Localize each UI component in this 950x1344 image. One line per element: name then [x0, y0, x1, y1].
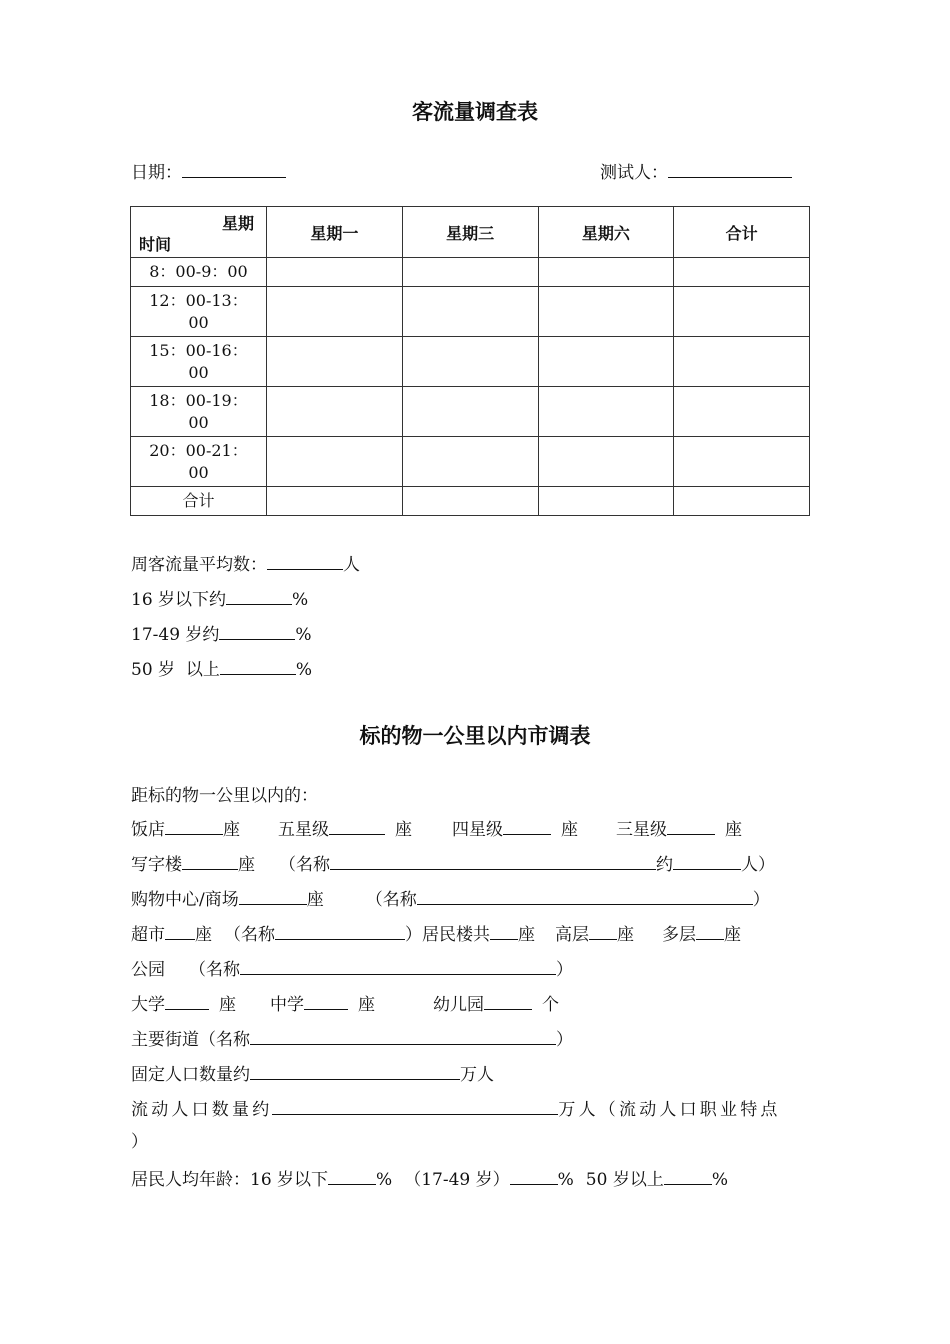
office-people-blank[interactable] [673, 852, 741, 870]
age-17-49-blank[interactable] [219, 622, 295, 640]
age-50plus-label: 50 岁以上 [585, 1170, 664, 1190]
supermarket-label: 超市 [131, 925, 165, 945]
multistory-blank[interactable] [696, 922, 724, 940]
age-50plus-label: 50 岁 以上 [131, 660, 220, 680]
age-50plus-blank[interactable] [220, 657, 296, 675]
supermarket-blank[interactable] [165, 922, 195, 940]
weekly-avg-blank[interactable] [267, 552, 343, 570]
unit-label: 座 [395, 820, 412, 840]
tester-line [600, 160, 792, 184]
table-row [131, 437, 810, 487]
name-label: （名称 [189, 960, 240, 980]
three-star-blank[interactable] [667, 817, 715, 835]
market-intro: 距标的物一公里以内的： [131, 786, 318, 806]
table-row [131, 258, 810, 287]
unit-label: 座 [219, 995, 236, 1015]
mall-label: 购物中心/商场 [131, 890, 239, 910]
time-cell [131, 258, 267, 287]
three-star-label: 三星级 [616, 820, 667, 840]
supermarket-line [131, 922, 741, 946]
data-cell[interactable] [402, 287, 538, 337]
age-50plus-unit: % [295, 660, 312, 680]
data-cell[interactable] [267, 437, 403, 487]
five-star-blank[interactable] [329, 817, 385, 835]
time-label: 8：00-9：00 [149, 262, 248, 281]
fixed-pop-label: 固定人口数量约 [131, 1065, 250, 1085]
unit-label: 座 [725, 820, 742, 840]
data-cell[interactable] [674, 487, 810, 516]
data-cell[interactable] [402, 487, 538, 516]
column-header: 合计 [674, 207, 810, 258]
middle-school-blank[interactable] [304, 992, 348, 1010]
four-star-blank[interactable] [503, 817, 551, 835]
age-17-49-unit: % [295, 625, 312, 645]
float-pop-label: 流动人口数量约 [131, 1100, 273, 1120]
data-cell[interactable] [538, 487, 674, 516]
age-under16-label: 16 岁以下约 [131, 590, 227, 610]
school-line [131, 992, 559, 1016]
total-row-label [131, 487, 267, 516]
time-label-cont: 00 [188, 462, 209, 482]
data-cell[interactable] [674, 387, 810, 437]
time-cell [131, 287, 267, 337]
office-label: 写字楼 [131, 855, 182, 875]
unit-label: 座 [358, 995, 375, 1015]
park-line [131, 957, 573, 981]
unit-label: 座 [724, 925, 741, 945]
date-label: 日期： [131, 163, 182, 183]
name-label: （名称 [224, 925, 275, 945]
float-pop-occupation-label: 万人（流动人口职业特点 [558, 1100, 781, 1120]
office-line [131, 852, 775, 876]
data-cell[interactable] [267, 258, 403, 287]
data-cell[interactable] [402, 337, 538, 387]
residential-label: ）居民楼共 [405, 925, 490, 945]
float-pop-line [131, 1097, 781, 1121]
data-cell[interactable] [674, 437, 810, 487]
multistory-label: 多层 [662, 925, 696, 945]
data-cell[interactable] [402, 437, 538, 487]
data-cell[interactable] [538, 287, 674, 337]
weekly-avg-unit: 人 [343, 555, 360, 575]
data-cell[interactable] [538, 387, 674, 437]
mall-blank[interactable] [239, 887, 307, 905]
percent-label: % [376, 1170, 393, 1190]
office-blank[interactable] [182, 852, 238, 870]
mall-name-blank[interactable] [417, 887, 753, 905]
resident-age-line [131, 1167, 728, 1191]
highrise-blank[interactable] [589, 922, 617, 940]
tester-blank[interactable] [668, 160, 792, 178]
park-name-blank[interactable] [240, 957, 556, 975]
float-pop-blank[interactable] [272, 1097, 558, 1115]
total-label: 合计 [182, 491, 215, 510]
office-name-blank[interactable] [330, 852, 656, 870]
five-star-label: 五星级 [278, 820, 329, 840]
name-label: （名称 [365, 890, 417, 910]
time-label: 15：00-16： [149, 340, 248, 360]
supermarket-name-blank[interactable] [275, 922, 405, 940]
age-50plus-line [131, 657, 312, 681]
age-17-49-line [131, 622, 312, 646]
university-label: 大学 [131, 995, 165, 1015]
time-label-cont: 00 [188, 362, 209, 382]
data-cell[interactable] [674, 287, 810, 337]
data-cell[interactable] [538, 437, 674, 487]
name-label: （名称 [279, 855, 330, 875]
age-17-49-label: （17-49 岁） [404, 1170, 510, 1190]
table-row [131, 337, 810, 387]
fixed-pop-line [131, 1062, 494, 1086]
unit-label: 座 [223, 820, 240, 840]
corner-cell [131, 207, 267, 258]
unit-label: 座 [561, 820, 578, 840]
column-header: 星期一 [267, 207, 403, 258]
time-label: 20：00-21： [149, 440, 248, 460]
weekly-avg-label: 周客流量平均数： [131, 555, 267, 575]
data-cell[interactable] [267, 387, 403, 437]
unit-label: 座 [617, 925, 634, 945]
fixed-pop-blank[interactable] [250, 1062, 460, 1080]
age-17-49-blank[interactable] [510, 1167, 558, 1185]
residential-blank[interactable] [490, 922, 518, 940]
approx-label: 约 [656, 855, 673, 875]
data-cell[interactable] [402, 387, 538, 437]
unit-label: 万人 [460, 1065, 494, 1085]
corner-top-label: 星期 [221, 214, 254, 233]
table-row [131, 387, 810, 437]
unit-label: 座 [238, 855, 255, 875]
data-cell[interactable] [538, 337, 674, 387]
close-paren: ） [556, 960, 573, 980]
time-label: 18：00-19： [149, 390, 248, 410]
kindergarten-label: 幼儿园 [433, 995, 484, 1015]
close-paren: ） [556, 1030, 573, 1050]
unit-label: 个 [542, 995, 559, 1015]
data-cell[interactable] [674, 258, 810, 287]
age-50plus-blank[interactable] [664, 1167, 712, 1185]
date-line [131, 160, 286, 184]
percent-label: % [557, 1170, 574, 1190]
time-label-cont: 00 [188, 312, 209, 332]
four-star-label: 四星级 [452, 820, 503, 840]
data-cell[interactable] [267, 287, 403, 337]
park-label: 公园 [131, 960, 165, 980]
data-cell[interactable] [402, 258, 538, 287]
time-label: 12：00-13： [149, 290, 248, 310]
unit-label: 座 [306, 890, 324, 910]
data-cell[interactable] [267, 337, 403, 387]
under16-blank[interactable] [328, 1167, 376, 1185]
date-blank[interactable] [182, 160, 286, 178]
tester-label: 测试人： [600, 163, 668, 183]
age-under16-unit: % [292, 590, 309, 610]
resident-age-label: 居民人均年龄：16 岁以下 [131, 1170, 329, 1190]
market-title: 标的物一公里以内市调表 [359, 724, 591, 748]
street-name-blank[interactable] [250, 1027, 556, 1045]
table-row [131, 487, 810, 516]
highrise-label: 高层 [555, 925, 589, 945]
percent-label: % [711, 1170, 728, 1190]
data-cell[interactable] [674, 337, 810, 387]
time-cell [131, 337, 267, 387]
unit-label: 座 [518, 925, 535, 945]
hotel-label: 饭店 [131, 820, 165, 840]
street-label: 主要街道（名称 [131, 1030, 250, 1050]
corner-bottom-label: 时间 [139, 235, 172, 254]
age-under16-blank[interactable] [226, 587, 292, 605]
time-cell [131, 387, 267, 437]
kindergarten-blank[interactable] [484, 992, 532, 1010]
mall-line [131, 887, 770, 911]
table-row [131, 287, 810, 337]
middle-school-label: 中学 [270, 995, 304, 1015]
column-header: 星期六 [538, 207, 674, 258]
age-17-49-label: 17-49 岁约 [131, 625, 220, 645]
university-blank[interactable] [165, 992, 209, 1010]
hotel-line [131, 817, 742, 841]
people-label: 人） [741, 855, 775, 875]
column-header: 星期三 [402, 207, 538, 258]
close-paren: ） [752, 890, 770, 910]
unit-label: 座 [195, 925, 212, 945]
time-cell [131, 437, 267, 487]
age-under16-line [131, 587, 308, 611]
survey-title: 客流量调查表 [412, 100, 538, 124]
traffic-table [130, 206, 810, 516]
table-header-row [131, 207, 810, 258]
street-line [131, 1027, 573, 1051]
time-label-cont: 00 [188, 412, 209, 432]
hotel-blank[interactable] [165, 817, 223, 835]
float-pop-close: ） [131, 1132, 148, 1152]
data-cell[interactable] [267, 487, 403, 516]
data-cell[interactable] [538, 258, 674, 287]
weekly-avg-line [131, 552, 360, 576]
